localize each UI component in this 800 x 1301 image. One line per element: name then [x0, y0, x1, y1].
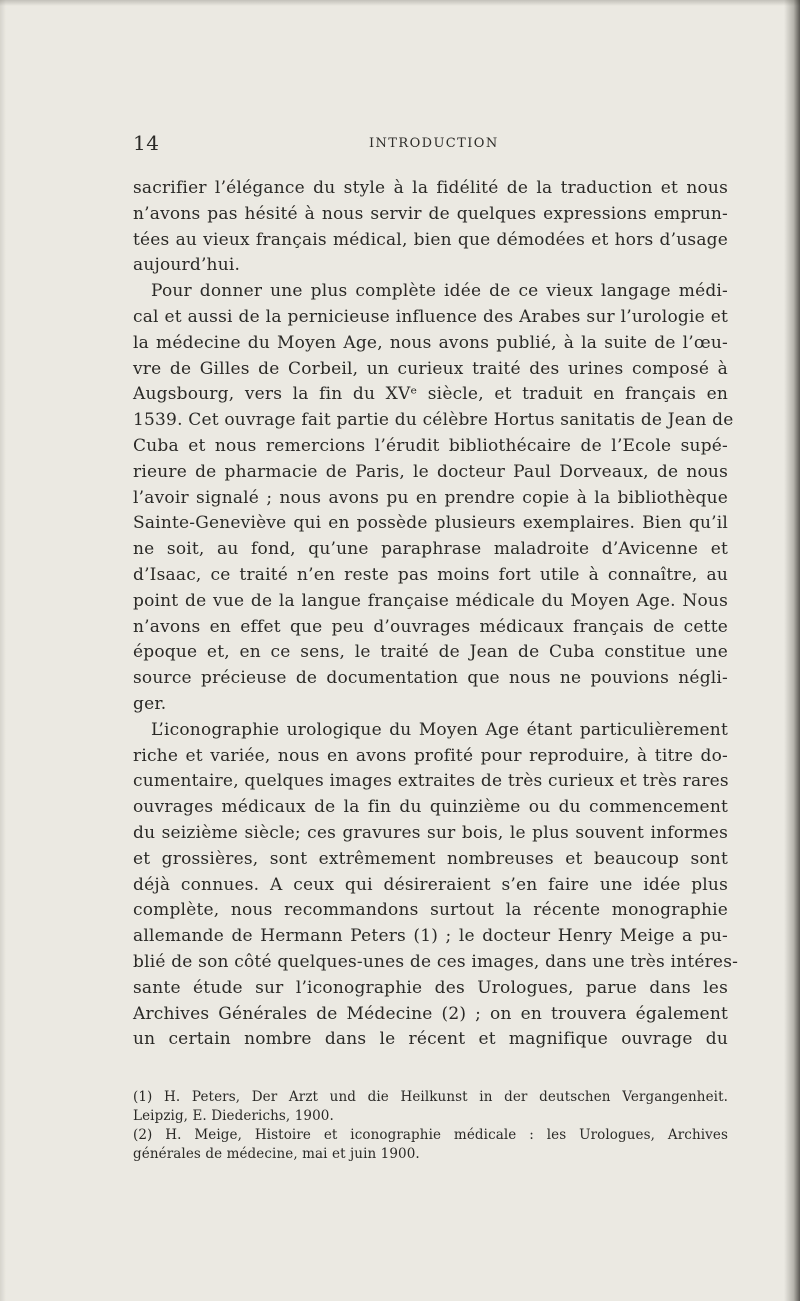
- text-line: ne soit, au fond, qu’une paraphrase maladroite d’Avicenne et: [133, 539, 728, 560]
- text-line: n’avons pas hésité à nous servir de quelques expressions emprun-: [133, 203, 728, 224]
- body-text: [133, 176, 739, 1053]
- page-binding-edge: [0, 0, 6, 1301]
- footnote-2-line-1: (2) H. Meige, Histoire et iconographie médicale : les Urologues, Archives: [133, 1127, 728, 1143]
- text-line: ouvrages médicaux de la fin du quinzième ou du commencement: [133, 797, 728, 818]
- text-line: 1539. Cet ouvrage fait partie du célèbre Hortus sanitatis de Jean de: [133, 410, 734, 431]
- footnote-1-line-1: (1) H. Peters, Der Arzt und die Heilkunst in der deutschen Vergangenheit.: [133, 1089, 728, 1105]
- text-line: complète, nous recommandons surtout la récente monographie: [133, 900, 728, 921]
- text-line: du seizième siècle; ces gravures sur bois, le plus souvent informes: [133, 822, 728, 843]
- text-line: allemande de Hermann Peters (1) ; le docteur Henry Meige a pu-: [133, 926, 728, 947]
- text-line: Augsbourg, vers la fin du XVᵉ siècle, et traduit en français en: [133, 384, 728, 405]
- footnote-1-line-2: Leipzig, E. Diederichs, 1900.: [133, 1108, 334, 1124]
- page-number: 14: [133, 131, 160, 155]
- text-line: n’avons en effet que peu d’ouvrages médicaux français de cette: [133, 616, 728, 637]
- text-line: L’iconographie urologique du Moyen Age étant particulièrement: [151, 719, 728, 740]
- footnotes: [133, 1088, 728, 1164]
- text-line: l’avoir signalé ; nous avons pu en prendre copie à la bibliothèque: [133, 487, 728, 508]
- text-line: tées au vieux français médical, bien que démodées et hors d’usage: [133, 229, 728, 250]
- page-top-edge: [0, 0, 800, 6]
- text-line: un certain nombre dans le récent et magnifique ouvrage du: [133, 1029, 728, 1050]
- text-line: Cuba et nous remercions l’érudit bibliothécaire de l’Ecole supé-: [133, 435, 728, 456]
- page-right-shadow: [784, 0, 800, 1301]
- text-line: source précieuse de documentation que nous ne pouvions négli-: [133, 668, 728, 689]
- text-line: d’Isaac, ce traité n’en reste pas moins fort utile à connaître, au: [133, 564, 728, 585]
- text-line: époque et, en ce sens, le traité de Jean de Cuba constitue une: [133, 642, 728, 663]
- text-line: et grossières, sont extrêmement nombreuses et beaucoup sont: [133, 848, 728, 869]
- text-line: la médecine du Moyen Age, nous avons publié, à la suite de l’œu-: [133, 332, 728, 353]
- text-line: sante étude sur l’iconographie des Urologues, parue dans les: [133, 977, 728, 998]
- text-line: cal et aussi de la pernicieuse influence des Arabes sur l’urologie et: [133, 306, 728, 327]
- text-line: vre de Gilles de Corbeil, un curieux traité des urines composé à: [133, 358, 728, 379]
- footnote-2-line-2: générales de médecine, mai et juin 1900.: [133, 1146, 420, 1162]
- text-line: blié de son côté quelques-unes de ces images, dans une très intéres-: [133, 951, 739, 972]
- text-line: rieure de pharmacie de Paris, le docteur Paul Dorveaux, de nous: [133, 461, 728, 482]
- text-line: cumentaire, quelques images extraites de très curieux et très rares: [133, 771, 729, 792]
- text-line: Sainte-Geneviève qui en possède plusieurs exemplaires. Bien qu’il: [133, 513, 728, 534]
- text-line: point de vue de la langue française médicale du Moyen Age. Nous: [133, 590, 728, 611]
- page-header: [133, 131, 728, 157]
- text-line: Pour donner une plus complète idée de ce vieux langage médi-: [151, 281, 728, 302]
- text-line: déjà connues. A ceux qui désireraient s’en faire une idée plus: [133, 874, 728, 895]
- text-line: ger.: [133, 693, 167, 714]
- text-line: aujourd’hui.: [133, 255, 241, 276]
- text-line: Archives Générales de Médecine (2) ; on en trouvera également: [133, 1003, 728, 1024]
- running-head: INTRODUCTION: [369, 136, 499, 151]
- text-line: sacrifier l’élégance du style à la fidélité de la traduction et nous: [133, 178, 728, 198]
- text-line: riche et variée, nous en avons profité pour reproduire, à titre do-: [133, 745, 728, 766]
